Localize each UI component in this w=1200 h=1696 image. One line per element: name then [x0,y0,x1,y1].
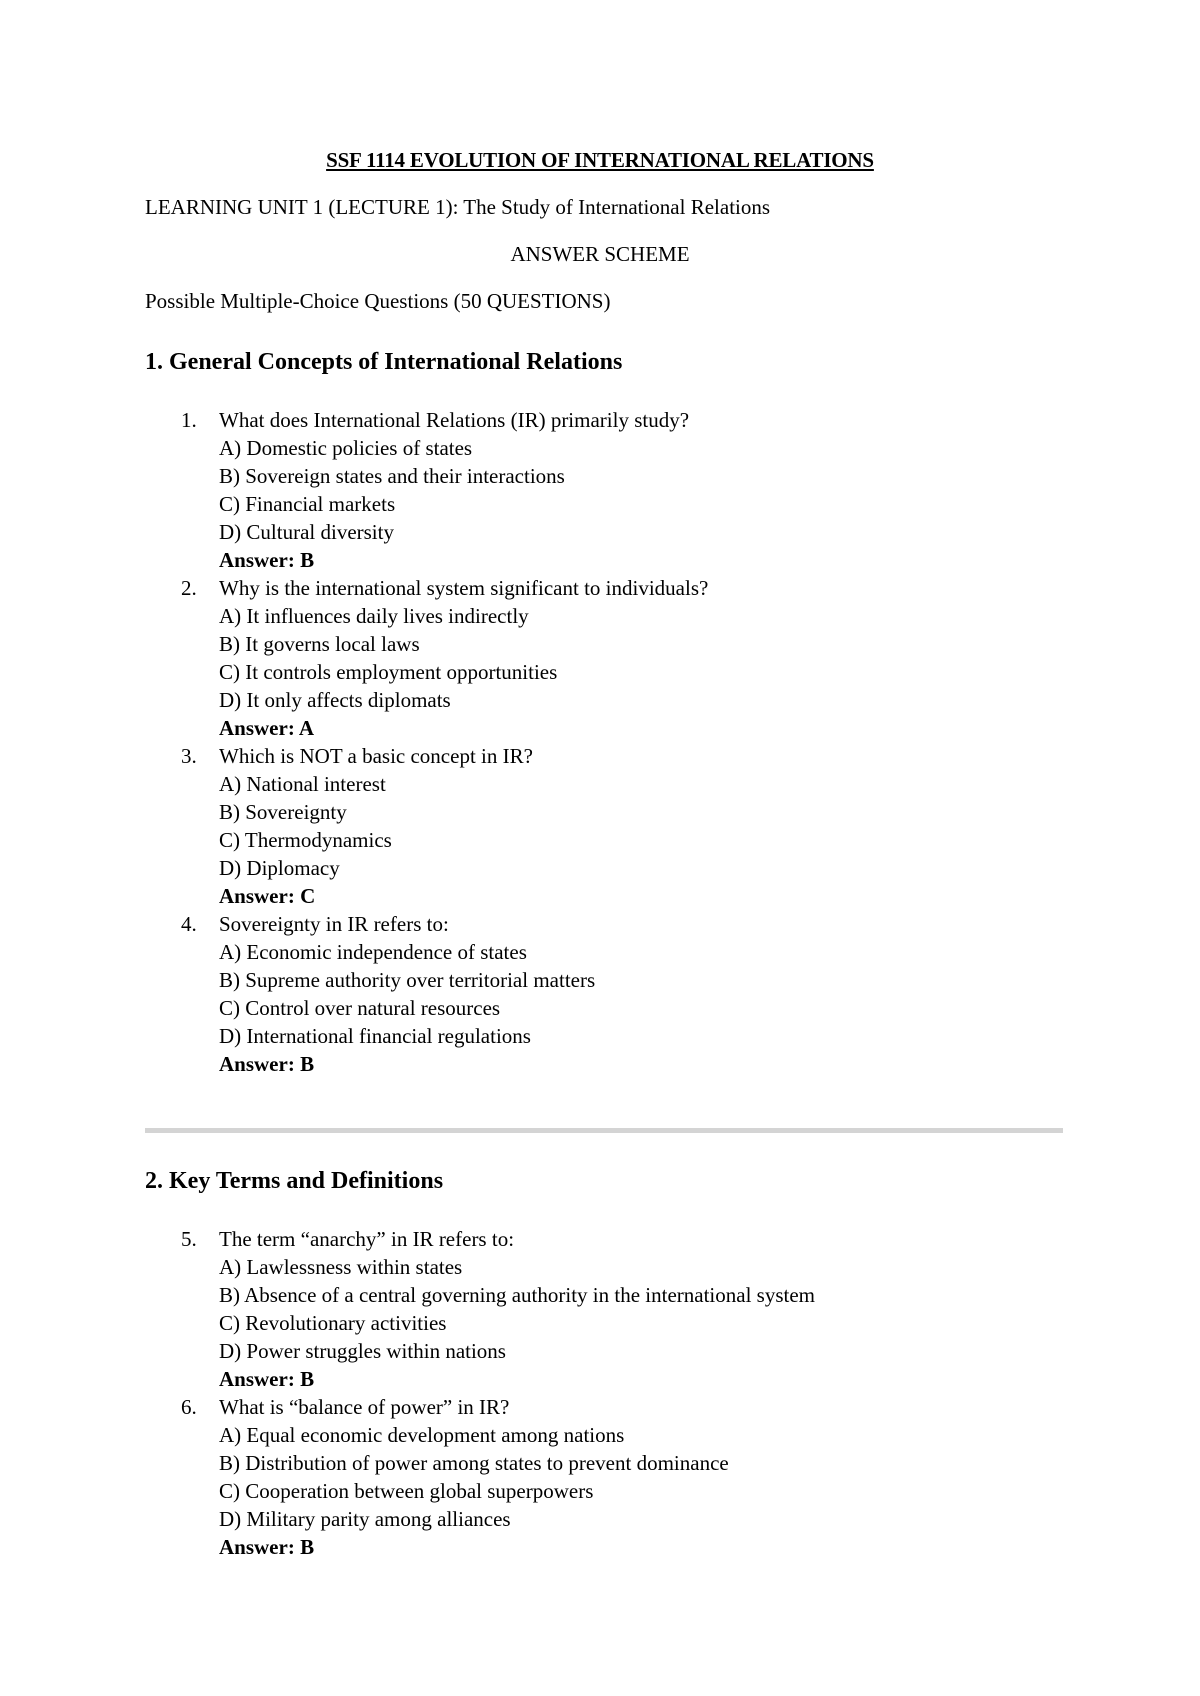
answer-option-a: A) Domestic policies of states [219,436,473,460]
question-list-section-2 [145,1225,1095,1561]
answer-option-d: D) Diplomacy [219,856,340,880]
answer-option-d: D) International financial regulations [219,1024,531,1048]
question-item [145,406,1095,574]
question-item [145,910,1095,1078]
question-number: 5. [181,1227,197,1251]
question-item [145,1225,1095,1393]
answer-option-b: B) Sovereign states and their interactions [219,464,565,488]
question-item [145,742,1095,910]
answer-option-b: B) Supreme authority over territorial matters [219,968,596,992]
question-number: 2. [181,576,197,600]
question-number: 1. [181,408,197,432]
answer-option-c: C) It controls employment opportunities [219,660,558,684]
question-text: Why is the international system significant to individuals? [219,576,709,600]
answer-option-a: A) Economic independence of states [219,940,527,964]
answer-option-d: D) Power struggles within nations [219,1339,506,1363]
question-number: 3. [181,744,197,768]
answer-option-b: B) Distribution of power among states to prevent dominance [219,1451,729,1475]
answer-option-d: D) Cultural diversity [219,520,394,544]
answer-option-a: A) Equal economic development among nations [219,1423,625,1447]
horizontal-divider [145,1128,1063,1133]
section-heading-general-concepts: 1. General Concepts of International Relations [145,349,623,375]
document-title: SSF 1114 EVOLUTION OF INTERNATIONAL RELATIONS [326,148,874,172]
answer-option-c: C) Cooperation between global superpowers [219,1479,594,1503]
answer-option-b: B) Sovereignty [219,800,347,824]
section-heading-key-terms: 2. Key Terms and Definitions [145,1168,444,1194]
question-text: What is “balance of power” in IR? [219,1395,510,1419]
question-text: Which is NOT a basic concept in IR? [219,744,533,768]
answer-key: Answer: C [219,884,316,908]
learning-unit-line: LEARNING UNIT 1 (LECTURE 1): The Study of International Relations [145,195,771,219]
answer-option-b: B) It governs local laws [219,632,420,656]
answer-key: Answer: B [219,548,315,572]
answer-option-c: C) Thermodynamics [219,828,392,852]
answer-scheme-label: ANSWER SCHEME [510,242,690,266]
answer-option-a: A) Lawlessness within states [219,1255,463,1279]
question-text: What does International Relations (IR) primarily study? [219,408,690,432]
mcq-subtitle: Possible Multiple-Choice Questions (50 QUESTIONS) [145,289,611,313]
question-text: Sovereignty in IR refers to: [219,912,449,936]
question-item [145,574,1095,742]
answer-option-d: D) It only affects diplomats [219,688,451,712]
answer-key: Answer: B [219,1535,315,1559]
answer-option-b: B) Absence of a central governing authority in the international system [219,1283,815,1307]
answer-key: Answer: A [219,716,315,740]
question-text: The term “anarchy” in IR refers to: [219,1227,515,1251]
answer-option-c: C) Control over natural resources [219,996,501,1020]
question-number: 6. [181,1395,197,1419]
question-list-section-1 [145,406,1095,1078]
answer-option-c: C) Financial markets [219,492,396,516]
answer-option-a: A) It influences daily lives indirectly [219,604,529,628]
answer-option-c: C) Revolutionary activities [219,1311,447,1335]
question-number: 4. [181,912,197,936]
answer-key: Answer: B [219,1367,315,1391]
question-item [145,1393,1095,1561]
answer-option-d: D) Military parity among alliances [219,1507,511,1531]
answer-key: Answer: B [219,1052,315,1076]
answer-option-a: A) National interest [219,772,386,796]
